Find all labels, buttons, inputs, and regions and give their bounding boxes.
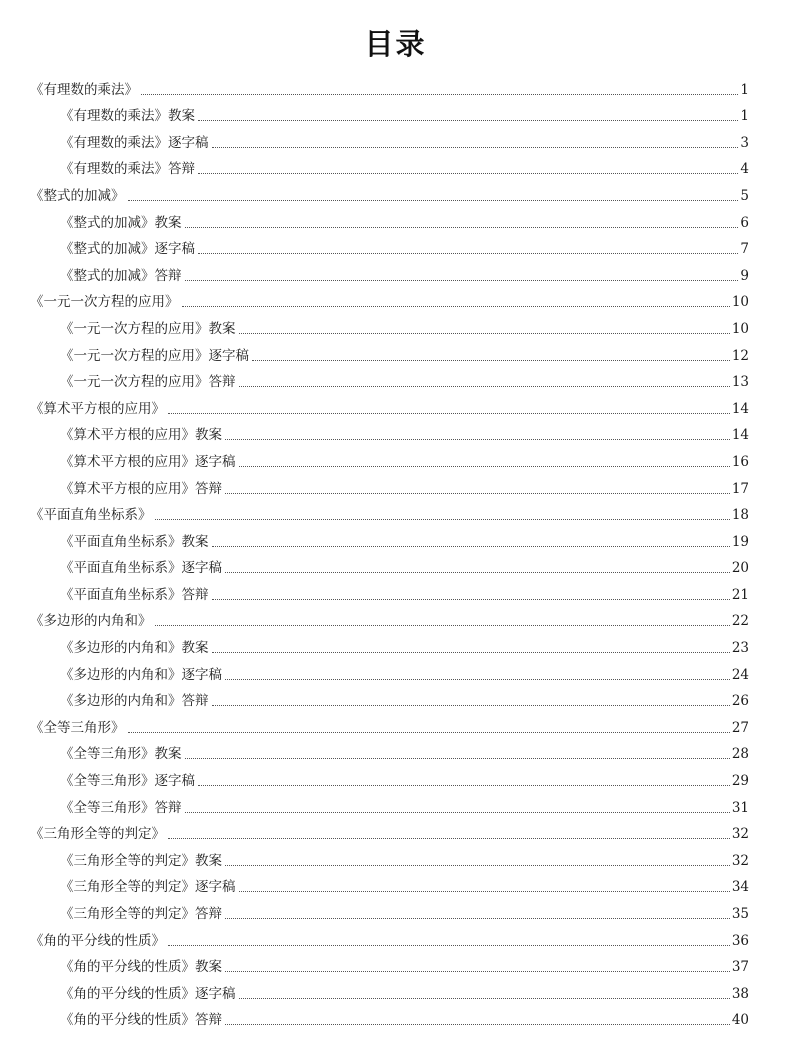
toc-section-entry[interactable]: [0, 977, 791, 1004]
toc-page-number: 6: [740, 214, 749, 231]
toc-section-entry[interactable]: [0, 552, 791, 579]
toc-entry-label: 《一元一次方程的应用》逐字稿: [60, 347, 249, 364]
toc-page-number: 20: [731, 560, 749, 577]
toc-entry-label: 《整式的加减》: [30, 187, 125, 204]
toc-page-number: 29: [731, 773, 749, 790]
toc-entry-label: 《整式的加减》答辩: [60, 267, 182, 284]
toc-entry-label: 《多边形的内角和》: [30, 613, 152, 630]
dot-leader: [128, 200, 739, 201]
toc-page-number: 9: [740, 267, 749, 284]
toc-page-number: 34: [731, 879, 749, 896]
toc-entry-label: 《一元一次方程的应用》教案: [60, 320, 236, 337]
toc-page-number: 4: [740, 161, 749, 178]
toc-section-entry[interactable]: [0, 100, 791, 127]
toc-page-number: 36: [731, 932, 749, 949]
toc-entry-label: 《平面直角坐标系》逐字稿: [60, 560, 222, 577]
toc-page-number: 5: [740, 187, 749, 204]
toc-section-entry[interactable]: [0, 153, 791, 180]
toc-section-entry[interactable]: [0, 126, 791, 153]
dot-leader: [141, 94, 738, 95]
dot-leader: [198, 785, 730, 786]
toc-page-number: 22: [731, 613, 749, 630]
toc-page-number: 10: [731, 294, 749, 311]
toc-entry-label: 《平面直角坐标系》教案: [60, 533, 209, 550]
toc-section-entry[interactable]: [0, 366, 791, 393]
dot-leader: [185, 227, 739, 228]
toc-page-number: 1: [740, 108, 749, 125]
toc-page-number: 23: [731, 640, 749, 657]
toc-entry-label: 《有理数的乘法》教案: [60, 108, 195, 125]
toc-entry-label: 《三角形全等的判定》教案: [60, 852, 222, 869]
toc-page-number: 28: [731, 746, 749, 763]
toc-entry-label: 《全等三角形》教案: [60, 746, 182, 763]
dot-leader: [239, 333, 730, 334]
dot-leader: [182, 306, 730, 307]
toc-section-entry[interactable]: [0, 445, 791, 472]
toc-entry-label: 《多边形的内角和》答辩: [60, 693, 209, 710]
toc-entry-label: 《多边形的内角和》教案: [60, 640, 209, 657]
dot-leader: [198, 173, 738, 174]
dot-leader: [225, 1024, 730, 1025]
toc-page-number: 35: [731, 906, 749, 922]
toc-page-number: 31: [731, 799, 749, 816]
toc-section-entry[interactable]: [0, 578, 791, 605]
toc-page-number: 19: [731, 533, 749, 550]
toc-page-number: 14: [731, 400, 749, 417]
toc-section-entry[interactable]: [0, 844, 791, 871]
dot-leader: [185, 812, 730, 813]
toc-section-entry[interactable]: [0, 419, 791, 446]
toc-entry-label: 《一元一次方程的应用》: [30, 294, 179, 311]
toc-page-number: 24: [731, 666, 749, 683]
toc-entry-label: 《全等三角形》: [30, 719, 125, 736]
dot-leader: [185, 280, 739, 281]
toc-entry-label: 《多边形的内角和》逐字稿: [60, 666, 222, 683]
dot-leader: [155, 625, 730, 626]
toc-section-entry[interactable]: [0, 233, 791, 260]
toc-list: [0, 73, 791, 1030]
toc-section-entry[interactable]: [0, 259, 791, 286]
toc-entry-label: 《三角形全等的判定》: [30, 826, 165, 843]
dot-leader: [198, 253, 738, 254]
toc-section-entry[interactable]: [0, 472, 791, 499]
dot-leader: [155, 519, 730, 520]
toc-section-entry[interactable]: [0, 951, 791, 978]
toc-chapter-entry[interactable]: [0, 605, 791, 632]
toc-title: 目录: [364, 27, 427, 61]
dot-leader: [168, 413, 730, 414]
toc-page-number: 1: [740, 81, 749, 98]
dot-leader: [225, 493, 730, 494]
toc-page-number: 32: [731, 826, 749, 843]
toc-page-number: 32: [731, 852, 749, 869]
toc-chapter-entry[interactable]: [0, 392, 791, 419]
toc-entry-label: 《全等三角形》答辩: [60, 799, 182, 816]
toc-section-entry[interactable]: [0, 897, 791, 924]
toc-section-entry[interactable]: [0, 764, 791, 791]
dot-leader: [225, 865, 730, 866]
toc-entry-label: 《算术平方根的应用》: [30, 400, 165, 417]
toc-chapter-entry[interactable]: [0, 286, 791, 313]
toc-entry-label: 《有理数的乘法》逐字稿: [60, 134, 209, 151]
toc-section-entry[interactable]: [0, 685, 791, 712]
dot-leader: [225, 679, 730, 680]
toc-page-number: 27: [731, 719, 749, 736]
toc-section-entry[interactable]: [0, 525, 791, 552]
dot-leader: [212, 546, 730, 547]
toc-section-entry[interactable]: [0, 791, 791, 818]
toc-chapter-entry[interactable]: [0, 73, 791, 100]
toc-entry-label: 《平面直角坐标系》答辩: [60, 586, 209, 603]
toc-page-number: 3: [740, 134, 749, 151]
toc-entry-label: 《有理数的乘法》答辩: [60, 161, 195, 178]
dot-leader: [239, 891, 730, 892]
toc-page-number: 37: [731, 959, 749, 976]
dot-leader: [239, 386, 730, 387]
toc-entry-label: 《全等三角形》逐字稿: [60, 773, 195, 790]
toc-entry-label: 《算术平方根的应用》答辩: [60, 480, 222, 497]
toc-page-number: 21: [731, 586, 749, 603]
dot-leader: [239, 466, 730, 467]
dot-leader: [225, 572, 730, 573]
dot-leader: [198, 120, 738, 121]
toc-page-number: 12: [731, 347, 749, 364]
toc-section-entry[interactable]: [0, 738, 791, 765]
toc-entry-label: 《平面直角坐标系》: [30, 507, 152, 524]
dot-leader: [168, 838, 730, 839]
toc-entry-label: 《三角形全等的判定》答辩: [60, 906, 222, 922]
dot-leader: [212, 147, 739, 148]
toc-entry-label: 《角的平分线的性质》答辩: [60, 1012, 222, 1029]
toc-section-entry[interactable]: [0, 871, 791, 898]
toc-section-entry[interactable]: [0, 206, 791, 233]
toc-entry-label: 《算术平方根的应用》逐字稿: [60, 453, 236, 470]
toc-chapter-entry[interactable]: [0, 179, 791, 206]
dot-leader: [225, 439, 730, 440]
toc-section-entry[interactable]: [0, 631, 791, 658]
toc-section-entry[interactable]: [0, 658, 791, 685]
toc-page-number: 16: [731, 453, 749, 470]
toc-page-number: 18: [731, 507, 749, 524]
toc-entry-label: 《有理数的乘法》: [30, 81, 138, 98]
dot-leader: [212, 652, 730, 653]
toc-entry-label: 《整式的加减》教案: [60, 214, 182, 231]
toc-page-number: 17: [731, 480, 749, 497]
toc-entry-label: 《一元一次方程的应用》答辩: [60, 374, 236, 391]
dot-leader: [239, 998, 730, 999]
toc-chapter-entry[interactable]: [0, 711, 791, 738]
dot-leader: [225, 971, 730, 972]
toc-page-number: 40: [731, 1012, 749, 1029]
dot-leader: [168, 945, 730, 946]
toc-chapter-entry[interactable]: [0, 818, 791, 845]
dot-leader: [225, 918, 730, 919]
dot-leader: [185, 758, 730, 759]
toc-page-number: 13: [731, 374, 749, 391]
toc-entry-label: 《三角形全等的判定》逐字稿: [60, 879, 236, 896]
toc-entry-label: 《角的平分线的性质》教案: [60, 959, 222, 976]
toc-page-number: 14: [731, 427, 749, 444]
toc-chapter-entry[interactable]: [0, 499, 791, 526]
toc-page-number: 7: [740, 241, 749, 258]
toc-section-entry[interactable]: [0, 1004, 791, 1031]
dot-leader: [212, 599, 730, 600]
toc-section-entry[interactable]: [0, 339, 791, 366]
dot-leader: [128, 732, 730, 733]
toc-entry-label: 《算术平方根的应用》教案: [60, 427, 222, 444]
toc-page-number: 10: [731, 320, 749, 337]
dot-leader: [252, 360, 730, 361]
toc-page-number: 26: [731, 693, 749, 710]
toc-entry-label: 《角的平分线的性质》: [30, 932, 165, 949]
toc-entry-label: 《角的平分线的性质》逐字稿: [60, 985, 236, 1002]
toc-entry-label: 《整式的加减》逐字稿: [60, 241, 195, 258]
toc-page-number: 38: [731, 985, 749, 1002]
toc-section-entry[interactable]: [0, 312, 791, 339]
toc-chapter-entry[interactable]: [0, 924, 791, 951]
dot-leader: [212, 705, 730, 706]
